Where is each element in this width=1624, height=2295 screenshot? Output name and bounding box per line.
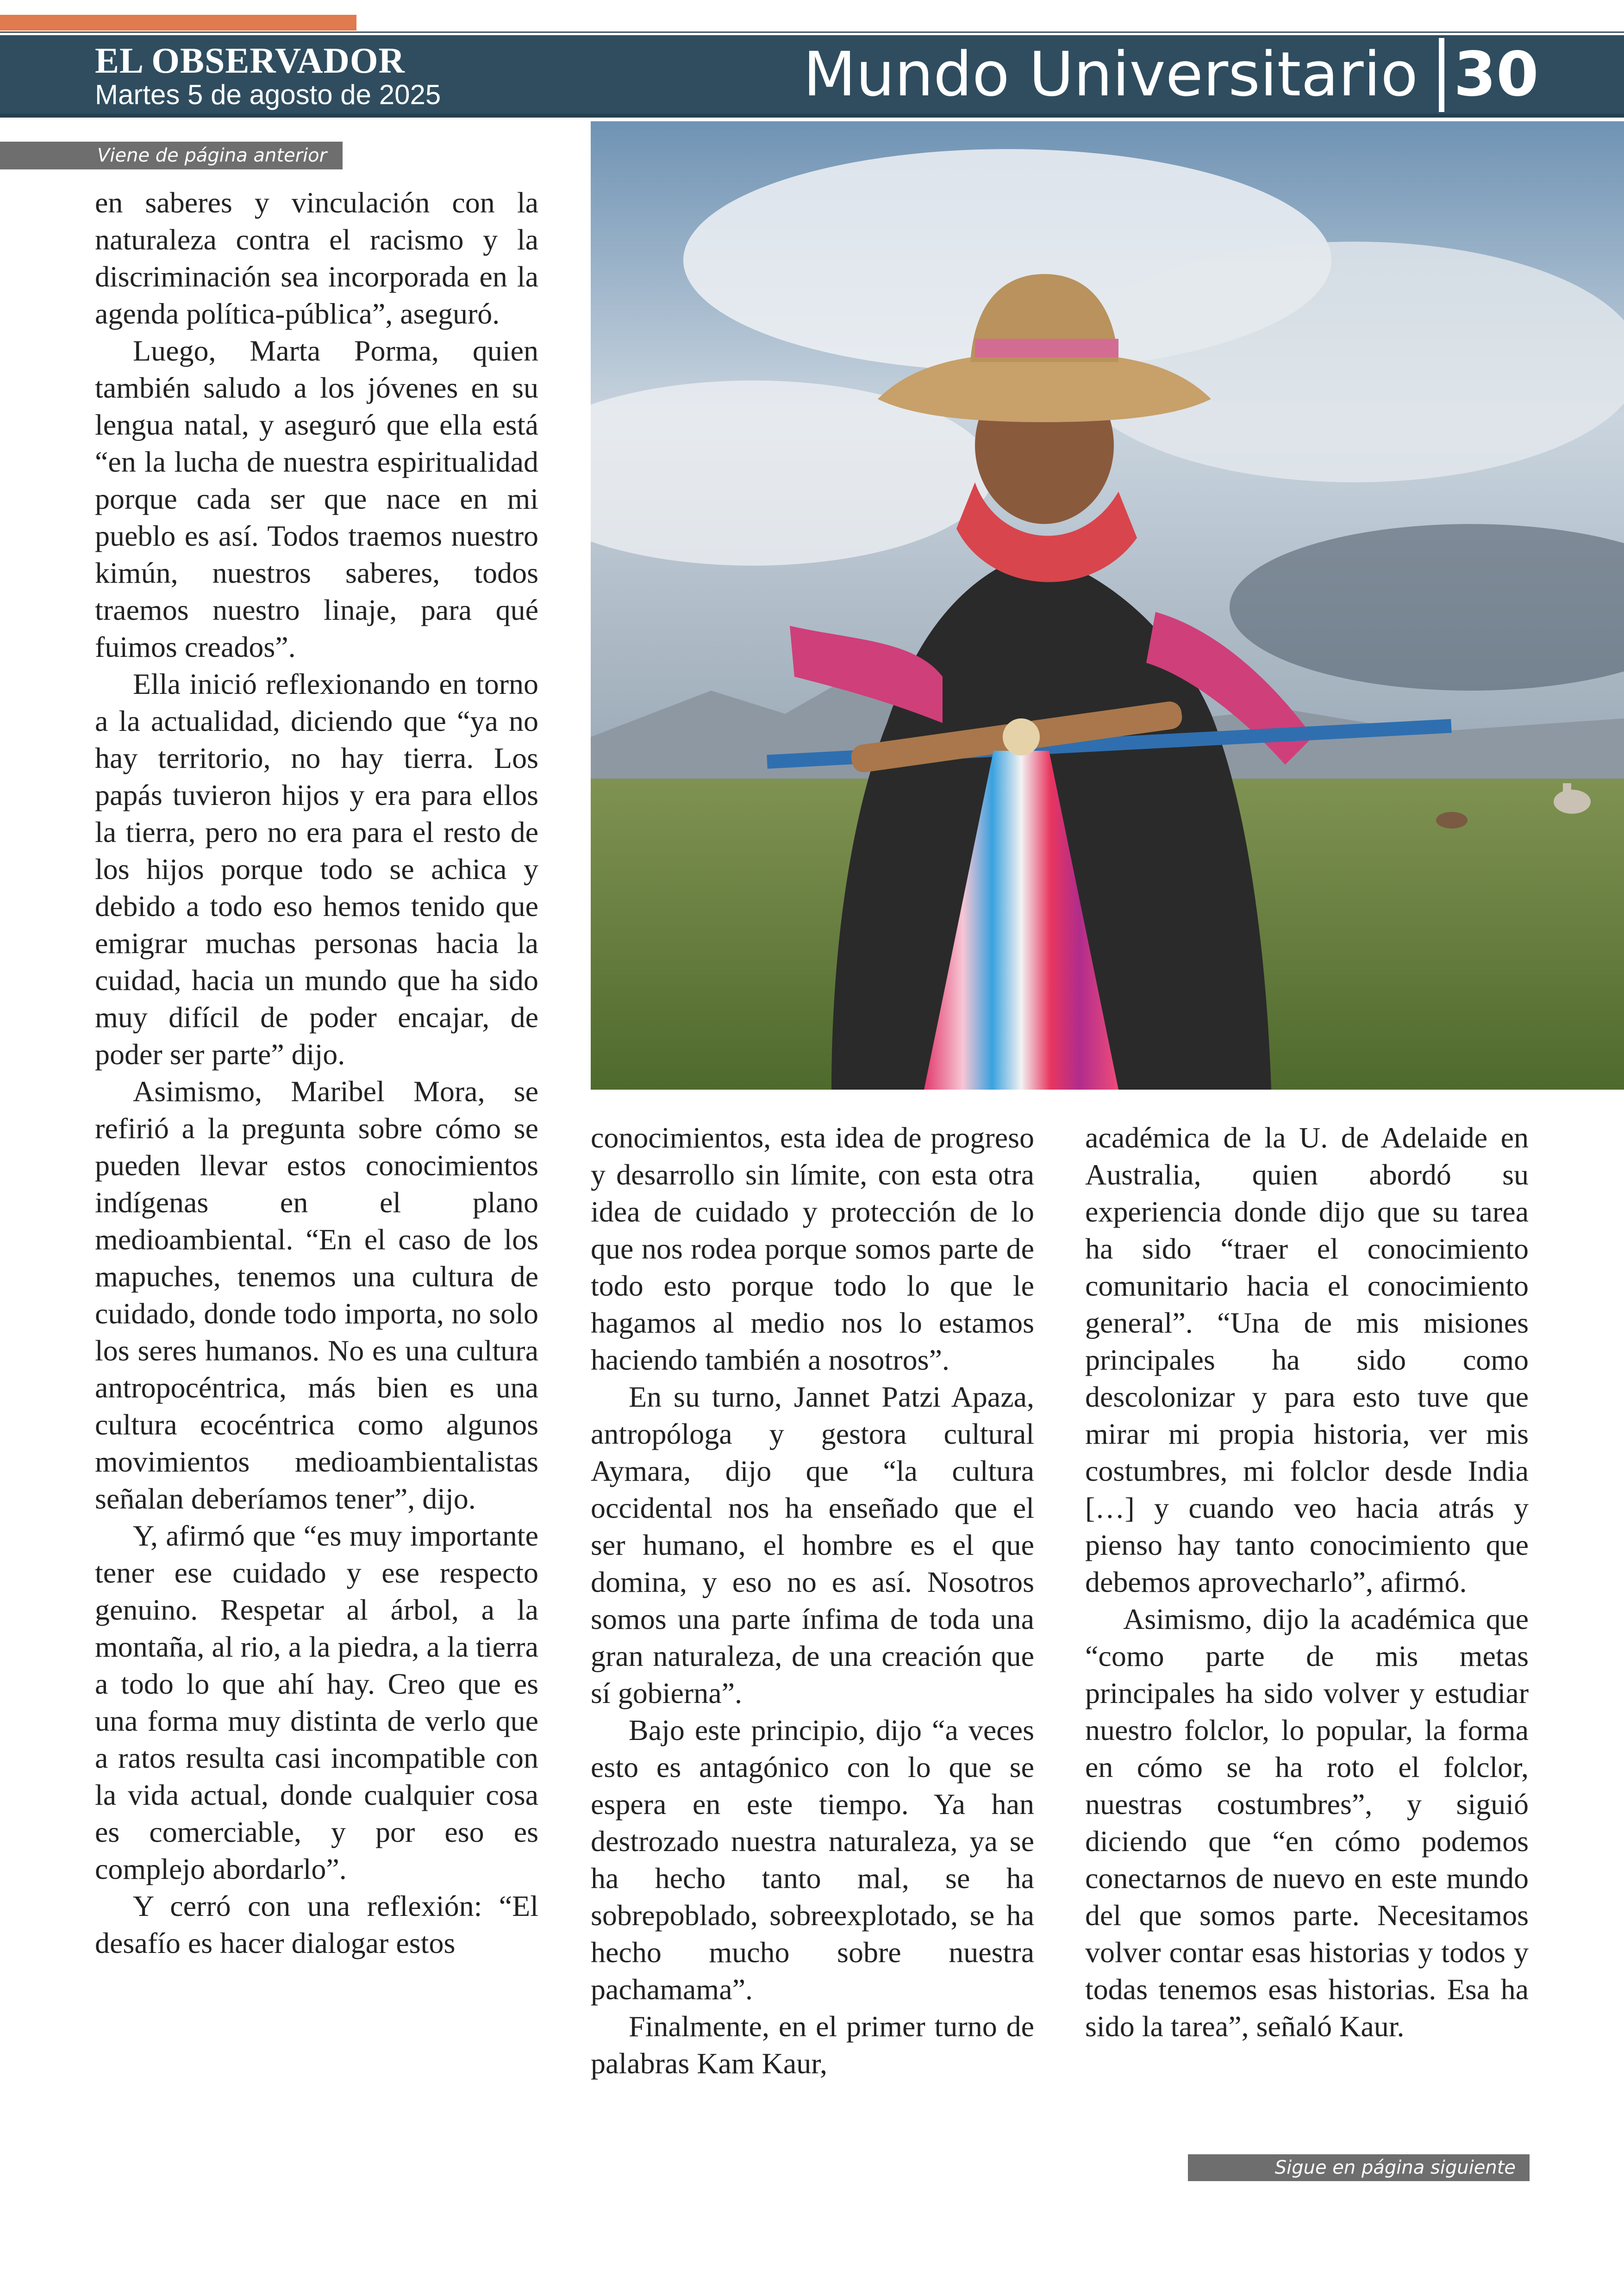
issue-date: Martes 5 de agosto de 2025 [95,79,441,110]
paragraph: Asimismo, dijo la académica que “como parte de mis metas principales ha sido volver y estudiar nuestro folclor, lo popular, la forma en cómo se ha roto el folclor, nuestras costumbres”, y siguió diciendo que “en cómo podemos conectarnos de nuevo en este mundo del que somos parte. Necesitamos volver contar esas historias y todos y todas tenemos esas historias. Esa ha sido la tarea”, señaló Kaur. [1085,1603,1529,2043]
paragraph: En su turno, Jannet Patzi Apaza, antropóloga y gestora cultural Aymara, dijo que “la cultura occidental nos ha enseñado que el ser humano, el hombre es el que domina, y eso no es así. Nosotros somos una parte ínfima de toda una gran naturaleza, de una creación que sí gobierna”. [591,1380,1034,1709]
paragraph: Asimismo, Maribel Mora, se refirió a la pregunta sobre cómo se pueden llevar estos conocimientos indígenas en el plano medioambiental. “En el caso de los mapuches, tenemos una cultura de cuidado, donde todo importa, no solo los seres humanos. No es una cultura antropocéntrica, más bien es una cultura ecocéntrica como algunos movimientos medioambientalistas señalan deberíamos tener”, dijo. [95,1075,538,1515]
paragraph: en saberes y vinculación con la naturaleza contra el racismo y la discriminación sea incorporada en la agenda política-pública”, aseguró. [95,186,538,330]
page-header [0,35,1624,118]
paragraph: Y cerró con una reflexión: “El desafío es hacer dialogar estos [95,1890,538,1959]
section-title: Mundo Universitario [803,39,1418,110]
continued-from-tag: Viene de página anterior [0,142,343,169]
paragraph: Ella inició reflexionando en torno a la actualidad, diciendo que “ya no hay territorio, no hay tierra. Los papás tuvieron hijos y era para ellos la tierra, pero no era para el resto de los hijos porque todo se achica y debido a todo eso hemos tenido que emigrar muchas personas hacia la cuidad, hacia un mundo que ha sido muy difícil de poder encajar, de poder ser parte” dijo. [95,667,538,1071]
article-column-2 [591,1119,1034,2156]
paragraph: conocimientos, esta idea de progreso y desarrollo sin límite, con esta otra idea de cuidado y protección de lo que nos rodea porque somos parte de todo esto porque todo lo que le hagamos al medio nos lo estamos haciendo también a nosotros”. [591,1121,1034,1376]
weaver-photo [591,121,1624,1090]
header-divider [1439,38,1444,112]
article-column-1 [95,184,538,2138]
paragraph: Finalmente, en el primer turno de palabras Kam Kaur, [591,2010,1034,2080]
page-number: 30 [1454,39,1539,110]
paragraph: académica de la U. de Adelaide en Australia, quien abordó su experiencia donde dijo que su tarea ha sido “traer el conocimiento comunitario hacia el conocimiento general”. “Una de mis misiones principales ha sido como descolonizar y para esto tuve que mirar mi propia historia, ver mis costumbres, mi folclor desde India […] y cuando veo hacia atrás y pienso hay tanto conocimiento que debemos aprovecharlo”, afirmó. [1085,1121,1529,1598]
paragraph: Luego, Marta Porma, quien también saludo a los jóvenes en su lengua natal, y aseguró que ella está “en la lucha de nuestra espiritualidad porque cada ser que nace en mi pueblo es así. Todos traemos nuestro kimún, nuestros saberes, todos traemos nuestro linaje, para qué fuimos creados”. [95,334,538,663]
continues-on-tag: Sigue en página siguiente [1188,2154,1530,2181]
header-accent-bar [0,15,356,31]
article-column-3 [1085,1119,1529,2156]
paragraph: Y, afirmó que “es muy importante tener ese cuidado y ese respecto genuino. Respetar al árbol, a la montaña, al rio, a la piedra, a la tierra a todo lo que ahí hay. Creo que es una forma muy distinta de verlo que a ratos resulta casi incompatible con la vida actual, donde cualquier cosa es comerciable, y por eso es complejo abordarlo”. [95,1519,538,1885]
newspaper-brand: EL OBSERVADOR [95,40,405,81]
paragraph: Bajo este principio, dijo “a veces esto es antagónico con lo que se espera en este tiempo. Ya han destrozado nuestra naturaleza, ya se ha hecho tanto mal, se ha sobrepoblado, sobreexplotado, se ha hecho mucho sobre nuestra pachamama”. [591,1714,1034,2006]
header-top-rule [0,31,1624,33]
